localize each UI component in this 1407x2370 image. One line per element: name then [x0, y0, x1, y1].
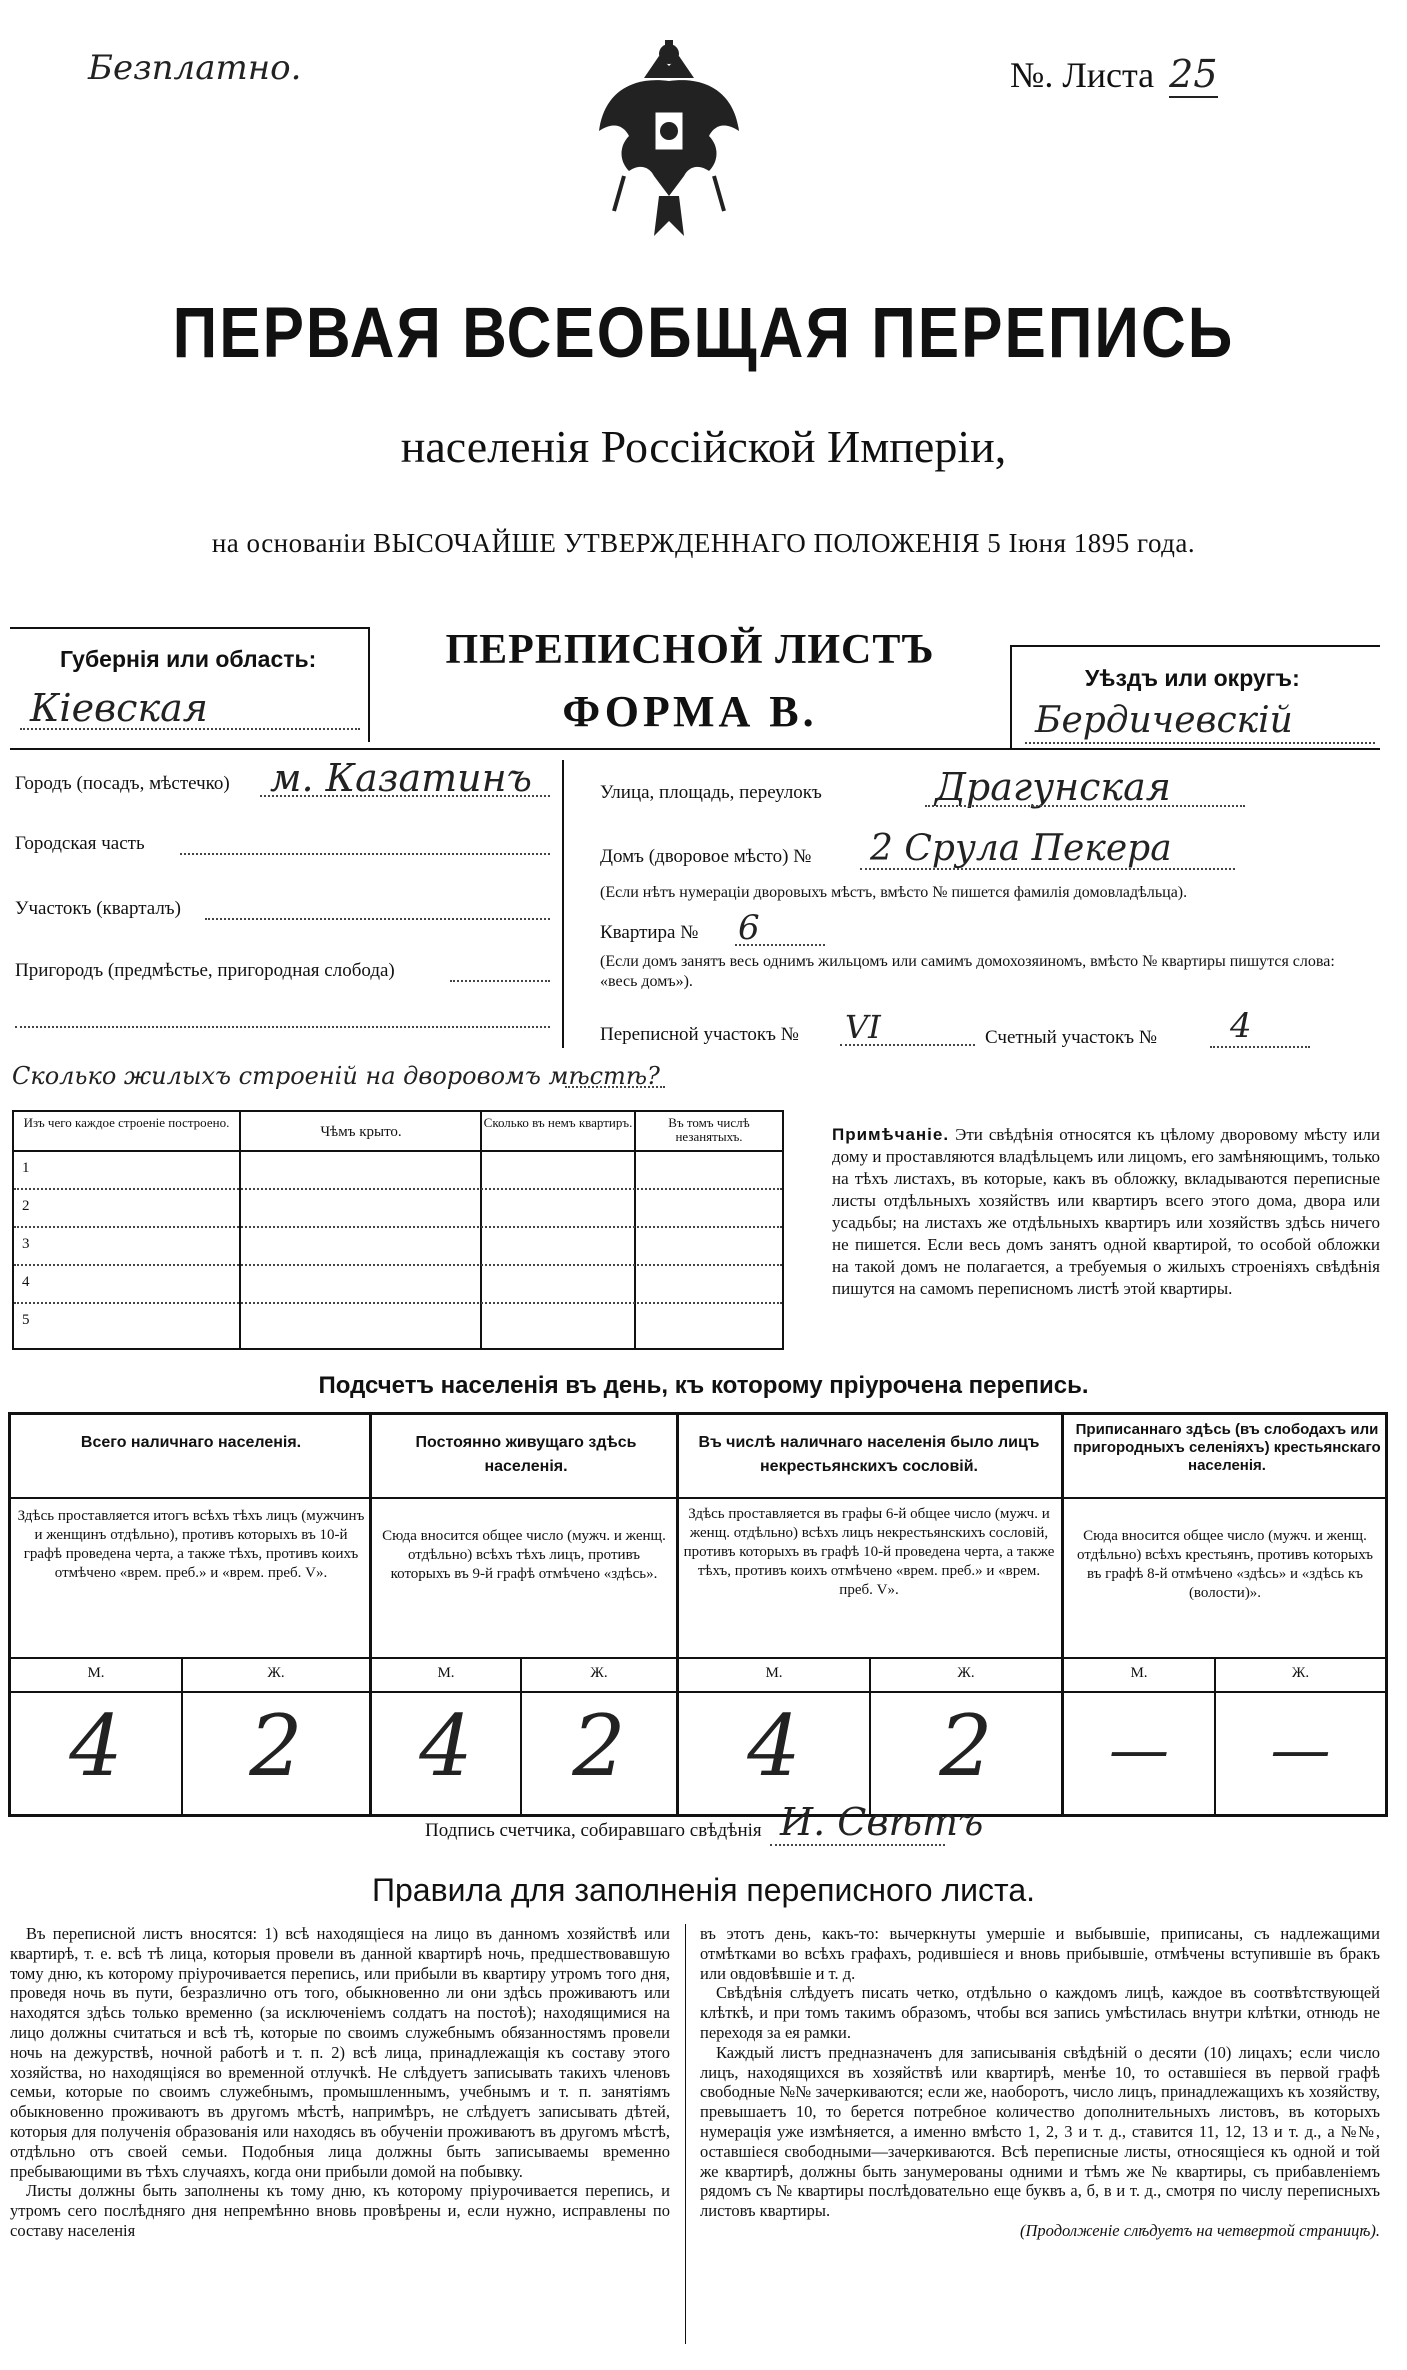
suburb-dotted-line-2 — [15, 1026, 550, 1028]
buildings-row-line — [14, 1302, 782, 1304]
rules-left-paragraph: Въ переписной листъ вносятся: 1) всѣ находящіеся на лицо въ данномъ хозяйствѣ или квартирѣ, т. е. всѣ тѣ лица, которыя провели въ данной квартирѣ ночь, предшествовавшую тому дню, къ которому пріурочивается перепись, или прибыли въ квартиру утромъ того дня, проведя ночь въ пути, безразлично отъ того, обыкновенно ли они здѣсь проживаютъ или находятся здѣсь только временно (за исключеніемъ солдатъ на постоѣ); находящимися на лицо должны считаться и всѣ тѣ, которые по своимъ служебнымъ обязанностямъ провели ночь на дежурствѣ, ночной работѣ и т. п. 2) всѣ лица, принадлежащія къ составу этого хозяйства, но находящіяся во временной отлучкѣ. Не слѣдуетъ записывать такихъ членовъ семьи, которые по своимъ служебнымъ, промышленнымъ, учебнымъ и т. п. занятіямъ обыкновенно проживаютъ въ другомъ мѣстѣ, напримѣръ, не слѣдуетъ записывать дѣтей, которыя для полученія образованія или находясь въ обученіи проживаютъ въ другомъ мѣстѣ, отдѣльно отъ своей семьи. Подобныя лица должны быть записываемы временно пребывающими въ тѣхъ случаяхъ, когда они прибыли домой на побывку. — [10, 1924, 670, 2181]
buildings-question: Сколько жилыхъ строеній на дворовомъ мѣстѣ? — [12, 1062, 660, 1090]
signature-label: Подпись счетчика, собиравшаго свѣдѣнія — [425, 1820, 762, 1841]
district-value: Бердичевскій — [1035, 700, 1293, 741]
population-col-header: Приписаннаго здѣсь (въ слободахъ или пригородныхъ селеніяхъ) крестьянскаго населенія. — [1073, 1421, 1381, 1474]
buildings-header-roof: Чѣмъ крыто. — [320, 1124, 402, 1140]
street-label: Улица, площадь, переулокъ — [600, 782, 822, 803]
street-dotted-line — [925, 805, 1245, 807]
buildings-row-line — [14, 1188, 782, 1190]
apartment-note: (Если домъ занятъ весь однимъ жильцомъ или самимъ домохозяиномъ, вмѣсто № квартиры пишутся слова: «весь домъ»). — [600, 953, 1335, 990]
population-col-desc: Здѣсь проставляется итогъ всѣхъ тѣхъ лицъ (мужчинъ и женщинъ отдѣльно), противъ которыхъ въ 10-й графѣ проведена черта, а также тѣхъ, противъ коихъ отмѣчено «врем. преб.» и «врем. преб. V». — [17, 1508, 365, 1581]
house-dotted-line — [860, 868, 1235, 870]
population-f-value: 2 — [939, 1697, 993, 1795]
apartment-value: 6 — [738, 908, 760, 948]
buildings-row-number: 5 — [22, 1312, 30, 1328]
form-header-bottom-rule — [10, 748, 1380, 750]
population-col-desc: Сюда вносится общее число (мужч. и женщ. отдѣльно) всѣхъ тѣхъ лицъ, противъ которыхъ въ 9-й графѣ отмѣчено «здѣсь». — [382, 1528, 666, 1582]
sheet-number-label: №. Листа — [1010, 55, 1155, 95]
subtitle: населенія Россійской Имперіи, — [400, 421, 1007, 472]
population-desc-rule — [11, 1657, 1385, 1659]
buildings-row-number: 2 — [22, 1198, 30, 1214]
buildings-row-number: 4 — [22, 1274, 30, 1290]
rules-column-divider — [685, 1924, 686, 2344]
city-part-dotted-line — [180, 853, 550, 855]
population-f-label: Ж. — [1291, 1665, 1310, 1681]
buildings-header-vacant: Въ томъ числѣ незанятыхъ. — [668, 1115, 750, 1144]
province-label: Губернія или область: — [60, 646, 317, 672]
rules-right-paragraph: Каждый листъ предназначенъ для записыванія свѣдѣній о десяти (10) лицахъ; если число лицъ, находящихся въ хозяйствѣ или квартирѣ, менѣе 10, то оставшіеся въ первой графѣ свободные №№ зачеркиваются; если же, наоборотъ, число лицъ, принадлежащихъ къ хозяйству, превышаетъ 10, то берется потребное количество дополнительныхъ листовъ, въ которыхъ нумерація уже измѣняется, а именно вмѣсто 1, 2, 3 и т. д., ставится 11, 12, 13 и т. д., а №№, оставшіеся свободными—зачеркиваются. Всѣ переписные листы, относящіеся къ одной и той же квартирѣ, должны быть занумерованы одними и тѣмъ же № квартиры, съ прибавленіемъ рядомъ съ № квартиры послѣдовательно еще буквъ а, б, в и т. д., смотря по числу переписныхъ листовъ квартиры. — [700, 2042, 1380, 2221]
population-header-rule — [11, 1497, 1385, 1499]
population-m-value: — — [1109, 1715, 1169, 1785]
population-f-label: Ж. — [957, 1665, 975, 1681]
precinct-label: Участокъ (кварталъ) — [15, 898, 181, 919]
city-label: Городъ (посадъ, мѣстечко) — [15, 773, 230, 794]
buildings-row-line — [14, 1226, 782, 1228]
city-value: м. Казатинъ — [270, 756, 532, 800]
buildings-col-rule-3 — [634, 1112, 636, 1348]
count-area-label: Счетный участокъ № — [985, 1027, 1157, 1048]
population-m-label: М. — [437, 1665, 455, 1681]
sheet-number — [1010, 52, 1218, 96]
population-col-desc: Здѣсь проставляется въ графы 6-й общее число (мужч. и женщ. отдѣльно) всѣхъ лицъ некрестьянскихъ сословій, противъ которыхъ въ графѣ 10-й проведена черта, а также тѣхъ, противъ коихъ отмѣчено «врем. преб.» и «врем. преб. V». — [683, 1506, 1055, 1598]
district-dotted-line — [1025, 742, 1375, 744]
sheet-number-value: 25 — [1169, 52, 1218, 96]
buildings-header-material: Изъ чего каждое строеніе построено. — [23, 1115, 230, 1130]
buildings-row-line — [14, 1264, 782, 1266]
rules-left-paragraph: Листы должны быть заполнены къ тому дню, къ которому пріурочивается перепись, и утромъ сего послѣдняго дня непремѣнно вновь провѣрены и, если нужно, исправлены по составу населенія — [10, 2181, 670, 2240]
house-note: (Если нѣтъ нумераціи дворовыхъ мѣстъ, вмѣсто № пишется фамилія домовладѣльца). — [600, 884, 1188, 901]
population-f-value: — — [1270, 1715, 1331, 1785]
buildings-col-rule-1 — [239, 1112, 241, 1348]
signature-value: И. Свѣтъ — [780, 1800, 984, 1844]
population-f-label: Ж. — [590, 1665, 608, 1681]
population-table — [8, 1412, 1388, 1817]
buildings-dotted-line — [565, 1086, 665, 1088]
census-area-dotted-line — [840, 1044, 975, 1046]
form-header-top-rule-right — [1010, 645, 1380, 647]
population-m-label: М. — [765, 1665, 783, 1681]
signature-dotted-line — [770, 1844, 945, 1846]
population-mf-rule — [11, 1691, 1385, 1693]
population-f-value: 2 — [572, 1697, 626, 1795]
address-divider — [562, 760, 564, 1048]
form-header-divider-left — [368, 627, 370, 742]
population-col-header: Всего наличнаго населенія. — [80, 1434, 302, 1451]
sheet-title: ПЕРЕПИСНОЙ ЛИСТЪ — [445, 627, 935, 673]
population-m-value: 4 — [419, 1697, 473, 1795]
count-area-dotted-line — [1210, 1046, 1310, 1048]
main-title: ПЕРВАЯ ВСЕОБЩАЯ ПЕРЕПИСЬ — [172, 293, 1235, 374]
suburb-label: Пригородъ (предмѣстье, пригородная слобода) — [15, 960, 395, 981]
rules-right-paragraph: Свѣдѣнія слѣдуетъ писать четко, отдѣльно о каждомъ лицѣ, каждое въ соотвѣтствующей клѣткѣ, и при томъ такимъ образомъ, чтобы вся запись умѣстилась внутри клѣтки, отнюдь не переходя за ея рамки. — [700, 1983, 1380, 2042]
buildings-row-number: 1 — [22, 1160, 30, 1176]
buildings-col-rule-2 — [480, 1112, 482, 1348]
street-value: Драгунская — [935, 765, 1171, 809]
note-text: Эти свѣдѣнія относятся къ цѣлому дворовому мѣсту или дому и проставляются владѣльцемъ или лицомъ, его замѣняющимъ, только на тѣхъ листахъ, въ которые, какъ въ обложку, вкладываются переписные листы отдѣльныхъ хозяйствъ или квартиръ всего этого дома, двора или усадьбы; на листахъ же отдѣльныхъ квартиръ или хозяйствъ здѣсь ничего не пишется. Если весь домъ занятъ одной квартирой, то особой обложки на такой домъ не полагается, а требуемыя о жилыхъ строеніяхъ свѣдѣнія пишутся на самомъ переписномъ листѣ этой квартиры. — [832, 1125, 1380, 1298]
buildings-row-number: 3 — [22, 1236, 30, 1252]
province-value: Кіевская — [30, 686, 208, 730]
basis-line: на основаніи ВЫСОЧАЙШЕ УТВЕРЖДЕННАГО ПОЛОЖЕНІЯ 5 Іюня 1895 года. — [211, 528, 1196, 558]
rules-title: Правила для заполненія переписного листа. — [372, 1872, 1035, 1908]
precinct-dotted-line — [205, 918, 550, 920]
province-dotted-line — [20, 728, 360, 730]
population-m-label: М. — [1130, 1665, 1148, 1681]
population-m-value: 4 — [747, 1697, 801, 1795]
district-label: Уѣздъ или округъ: — [1085, 665, 1300, 691]
count-area-value: 4 — [1230, 1006, 1252, 1046]
rules-right-column — [700, 1924, 1380, 2241]
population-col-header: Постоянно живущаго здѣсь населенія. — [415, 1434, 637, 1475]
rules-right-paragraph: въ этотъ день, какъ-то: вычеркнуты умершіе и выбывшіе, приписаны, съ надлежащими отмѣтками во всѣхъ графахъ, родившіеся и вновь прибывшіе, отмѣчены вступившіе въ бракъ или овдовѣвшіе и т. д. — [700, 1924, 1380, 1983]
imperial-eagle-emblem — [594, 36, 744, 251]
form-title: ФОРМА В. — [562, 687, 818, 736]
form-header-top-rule-left — [10, 627, 370, 629]
census-area-label: Переписной участокъ № — [600, 1024, 799, 1045]
population-m-label: М. — [87, 1665, 105, 1681]
city-dotted-line — [260, 795, 550, 797]
population-col-header: Въ числѣ наличнаго населенія было лицъ некрестьянскихъ сословій. — [698, 1434, 1040, 1475]
rules-continuation: (Продолженіе слѣдуетъ на четвертой страницѣ). — [1020, 2220, 1380, 2240]
apartment-dotted-line — [735, 944, 825, 946]
population-title: Подсчетъ населенія въ день, къ которому пріурочена перепись. — [318, 1372, 1089, 1399]
note-title: Примѣчаніе. — [832, 1125, 950, 1144]
rules-left-column — [10, 1924, 670, 2241]
census-area-value: VI — [845, 1008, 881, 1046]
buildings-table — [12, 1110, 784, 1350]
buildings-header-rule — [14, 1150, 782, 1152]
population-f-label: Ж. — [267, 1665, 285, 1681]
suburb-dotted-line — [450, 980, 550, 982]
population-f-value: 2 — [249, 1697, 303, 1795]
buildings-header-apartments: Сколько въ немъ квартиръ. — [483, 1115, 633, 1130]
form-header-divider-right — [1010, 645, 1012, 750]
house-label: Домъ (дворовое мѣсто) № — [600, 846, 812, 867]
city-part-label: Городская часть — [15, 833, 145, 854]
apartment-label: Квартира № — [600, 922, 699, 943]
house-value: 2 Срула Пекера — [870, 828, 1172, 869]
population-col-desc: Сюда вносится общее число (мужч. и женщ. отдѣльно) всѣхъ крестьянъ, противъ которыхъ въ графѣ 8-й отмѣчено «здѣсь» и «здѣсь къ (волости)». — [1077, 1528, 1373, 1601]
population-m-value: 4 — [69, 1697, 123, 1795]
note-block — [832, 1124, 1380, 1300]
free-label: Безплатно. — [88, 48, 302, 88]
